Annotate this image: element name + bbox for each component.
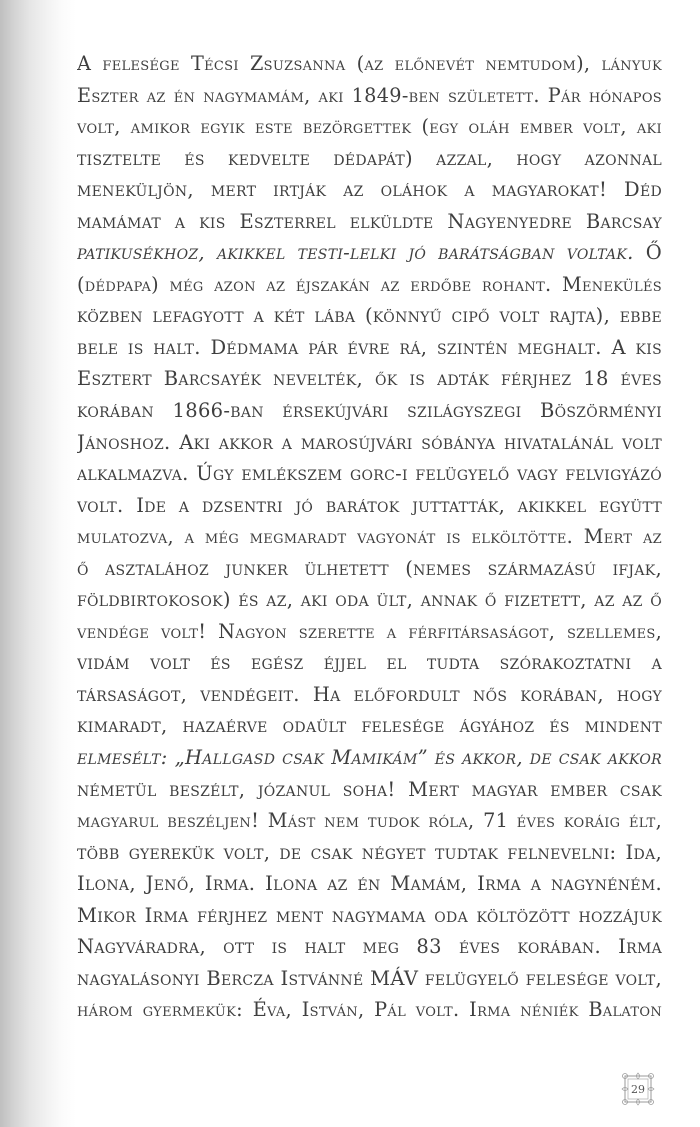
text-line-1: A feleségе Técsi Zsuzsanna (az előnevét nemtudom), lányuk [77,52,662,75]
text-line-21: társaságot, vendégeit. Ha előfordult nős korában, hogy [77,682,662,706]
text-line-11: Esztert Barcsayék nevelték, ők is adták férjhez 18 éves [77,367,662,391]
text-line-13: Jánoshoz. Aki akkor a marosújvári sóbánya hivatalánál volt [77,430,662,454]
text-line-26: több gyerekük volt, de csak négyet tudtak felnevelni: Ida, [77,840,662,864]
text-line-30: nagyalásonyi Bercza Istvánné MÁV felügyelő felesége volt, [77,966,662,990]
text-line-9: közben lefagyott a két lába (könnyű cipő volt rajta), ebbe [77,304,662,328]
text-line-7 [77,237,662,269]
text-line-12: korában 1866-ban érsekújvári szilágyszegi Böszörményi [77,399,662,423]
text-line-7-rest: Ő [633,241,662,265]
text-line-23: elmesélt: „Hallgasd csak Mamikám” és akkor, de csak akkor [77,746,662,770]
page-number: 29 [631,1082,645,1096]
text-line-8: (dédpapa) még azon az éjszakán az erdőbe rohant. Menekülés [77,272,662,296]
text-line-5: meneküljön, mert irtják az oláhok a magyarokat! Déd [77,178,662,202]
text-line-19: vendége volt! Nagyon szerette a férfitársaságot, szellemes, [77,619,662,643]
text-line-22: kimaradt, hazaérve odaült felesége ágyához és mindent [77,714,662,738]
text-line-6: mamámat a kis Eszterrel elküldte Nagyenyedre Barcsay [77,209,662,233]
text-line-7-italic: patikusékhoz, akikkel testi-lelki jó barátságban voltak. [77,241,634,265]
text-line-31: három gyermekük: Éva, István, Pál volt. Irma néniék Balaton [77,998,662,1022]
text-line-15: volt. Ide a dzsentri jó barátok juttatták, akikkel együtt [77,493,662,517]
text-line-14: alkalmazva. Úgy emlékszem gorc-i felügyelő vagy felvigyázó [77,462,662,486]
body-text [77,48,662,1026]
text-line-18: földbirtokosok) és az, aki oda ült, annak ő fizetett, az az ő [77,588,662,612]
page-number-ornament [620,1071,656,1107]
text-line-25: magyarul beszéljen! Mást nem tudok róla, 71 éves koráig élt, [77,809,662,833]
text-line-29: Nagyváradra, ott is halt meg 83 éves korában. Irma [77,935,662,959]
text-line-28: Mikor Irma férjhez ment nagymama oda költözött hozzájuk [77,903,662,927]
text-line-10: bele is halt. Dédmama pár évre rá, szintén meghalt. A kis [77,335,662,359]
text-line-4: tisztelte és kedvelte dédapát) azzal, hogy azonnal [77,146,662,170]
text-line-3: volt, amikor egyik este bezörgettek (egy oláh ember volt, aki [77,115,662,139]
text-line-17: ő asztalához junker ülhetett (nemes származású ifjak, [77,556,662,580]
text-line-24: németül beszélt, józanul soha! Mert magyar ember csak [77,777,662,801]
text-line-2: Eszter az én nagymamám, aki 1849-ben született. Pár hónapos [77,83,662,107]
text-line-16: mulatozva, a még megmaradt vagyonát is elköltötte. Mert az [77,525,662,549]
text-line-20: vidám volt és egész éjjel el tudta szórakoztatni a [77,651,662,675]
text-line-27: Ilona, Jenő, Irma. Ilona az én Mamám, Irma a nagynéném. [77,872,662,896]
